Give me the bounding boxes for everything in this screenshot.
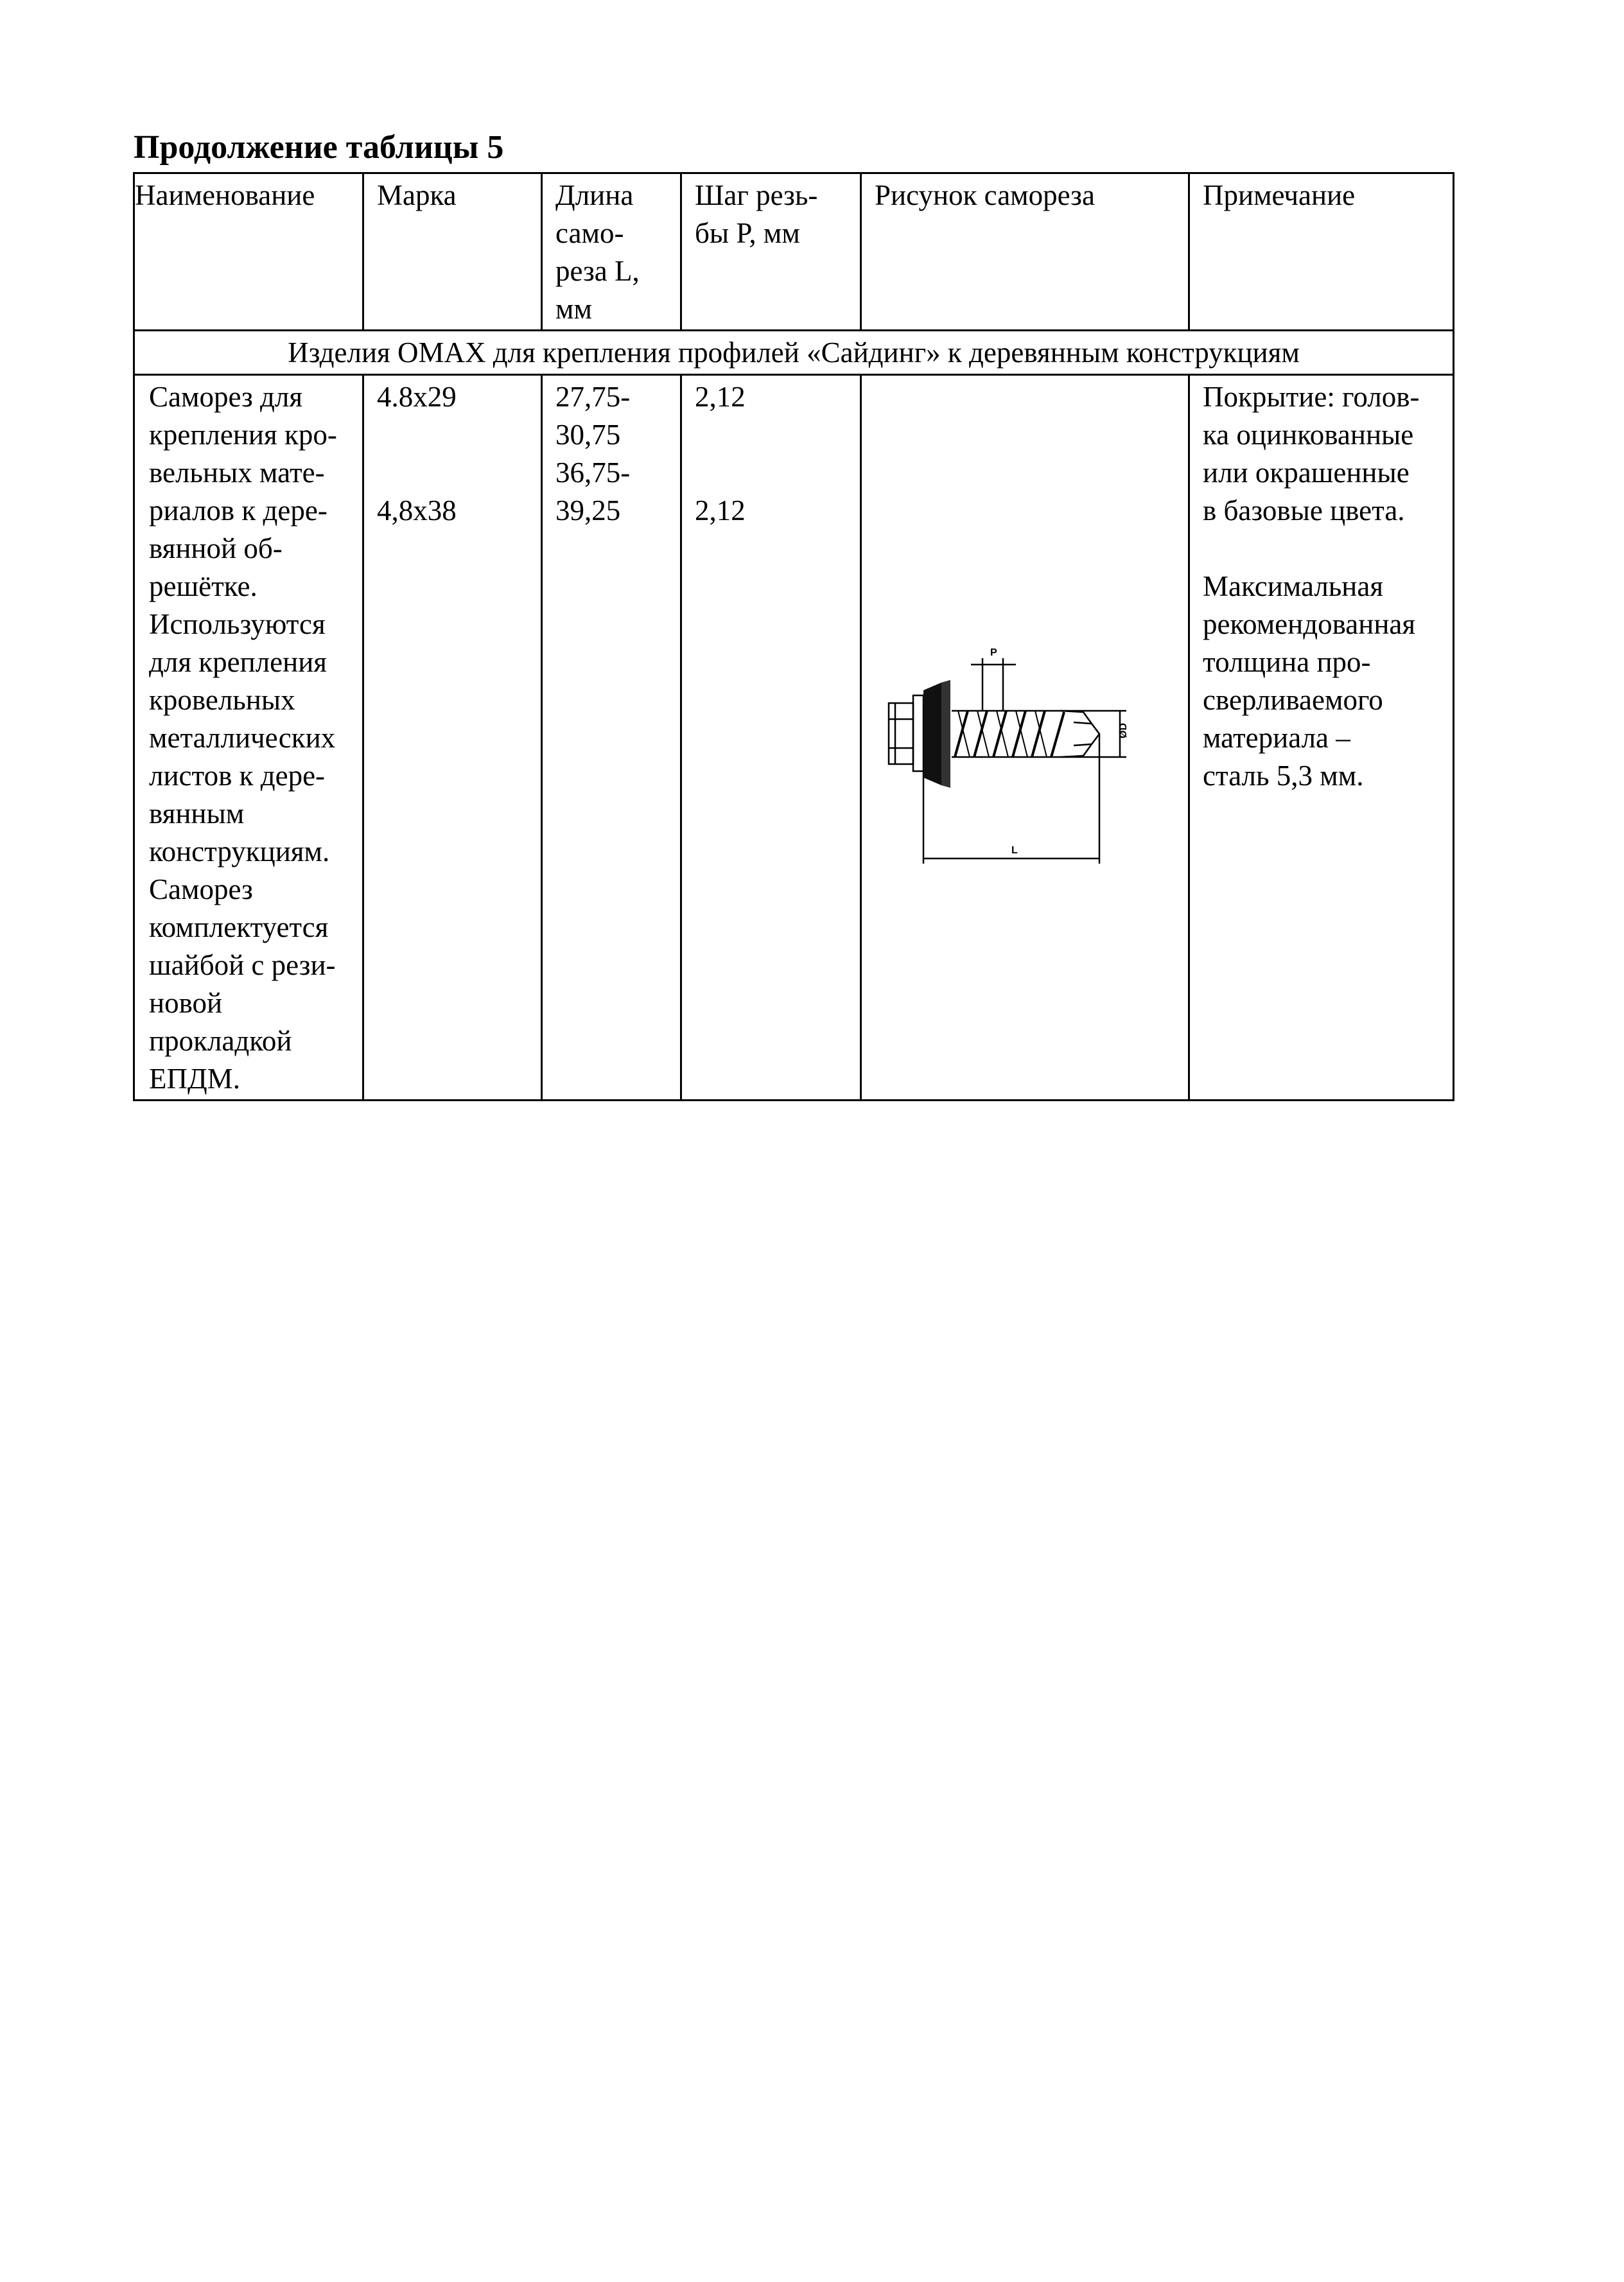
section-title: Изделия OMAX для крепления профилей «Сайдинг» к деревянным конструкциям [134, 331, 1454, 375]
cell-length [542, 375, 681, 1101]
note-thickness: Максимальная рекомендованная толщина про- сверливаемого материала – сталь 5,3 мм. [1203, 570, 1416, 792]
header-note: Примечание [1189, 173, 1454, 331]
screw-drawing [887, 632, 1170, 889]
mark-2: 4,8x38 [377, 494, 457, 527]
cell-pitch [681, 375, 861, 1101]
cell-note [1189, 375, 1454, 1101]
header-pitch: Шаг резь- бы P, мм [681, 173, 861, 331]
length-label: L [1011, 845, 1018, 856]
cell-mark [363, 375, 542, 1101]
cell-name: Саморез для крепления кро- вельных мате- риалов к дере- вянной об- решётке. Используются для крепления кровельных металлических листов к дере- вянным конструкциям. Саморез комплектуется шайбой с рези- новой прокладкой ЕПДМ. [134, 375, 363, 1101]
header-row [134, 173, 1454, 331]
length-2: 36,75- 39,25 [555, 457, 631, 527]
header-length: Длина само- реза L, мм [542, 173, 681, 331]
header-drawing: Рисунок самореза [861, 173, 1189, 331]
diameter-label: ØD [1118, 723, 1129, 738]
note-coating: Покрытие: голов- ка оцинкованные или окрашенные в базовые цвета. [1203, 381, 1420, 527]
header-name: Наименование [134, 173, 363, 331]
cell-drawing [861, 375, 1189, 1101]
table-row [134, 375, 1454, 1101]
header-mark: Марка [363, 173, 542, 331]
section-row [134, 331, 1454, 375]
pitch-label: P [990, 647, 997, 658]
mark-1: 4.8x29 [377, 381, 457, 413]
pitch-1: 2,12 [695, 381, 746, 413]
pitch-2: 2,12 [695, 494, 746, 527]
table-caption: Продолжение таблицы 5 [134, 129, 504, 166]
length-1: 27,75- 30,75 [555, 381, 631, 451]
screw-spec-table [133, 172, 1454, 1101]
